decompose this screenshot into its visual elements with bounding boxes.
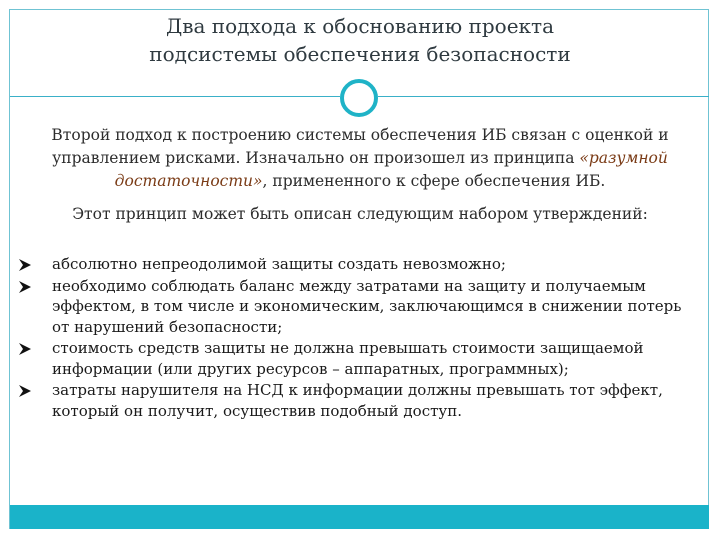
arrowhead-bullet-icon	[18, 342, 32, 356]
arrowhead-bullet-icon	[18, 280, 32, 294]
list-item-text: стоимость средств защиты не должна превышать стоимости защищаемой информации (или других ресурсов – аппаратных, программных);	[52, 339, 644, 378]
divider-right	[378, 96, 709, 97]
lead-sentence: Этот принцип может быть описан следующим набором утверждений:	[72, 205, 648, 223]
statement-list	[18, 254, 698, 422]
title-line-1: Два подхода к обоснованию проекта	[165, 14, 555, 38]
list-item	[18, 254, 698, 275]
intro-paragraph	[40, 124, 680, 193]
intro-text-1: Второй подход к построению системы обеспечения ИБ связан с оценкой и управлением рисками. Изначально он произошел из принципа	[51, 126, 669, 167]
list-item-text: абсолютно непреодолимой защиты создать невозможно;	[52, 255, 506, 273]
arrowhead-bullet-icon	[18, 258, 32, 272]
list-item-text: необходимо соблюдать баланс между затратами на защиту и получаемым эффектом, в том числе и экономическим, заключающимся в снижении потерь от нарушений безопасности;	[52, 276, 682, 336]
arrowhead-bullet-icon	[18, 384, 32, 398]
footer-accent-bar	[10, 505, 709, 529]
intro-text-2: , примененного к сфере обеспечения ИБ.	[262, 172, 606, 190]
divider-left	[10, 96, 340, 97]
intro-emphasis: «разумной достаточности»	[114, 149, 668, 190]
title-line-2: подсистемы обеспечения безопасности	[149, 42, 571, 66]
list-item	[18, 338, 698, 379]
circle-ornament-icon	[340, 79, 378, 117]
page-title	[12, 12, 708, 68]
list-item	[18, 276, 698, 338]
list-item	[18, 380, 698, 421]
list-item-text: затраты нарушителя на НСД к информации должны превышать тот эффект, который он получит, осуществив подобный доступ.	[52, 381, 663, 420]
